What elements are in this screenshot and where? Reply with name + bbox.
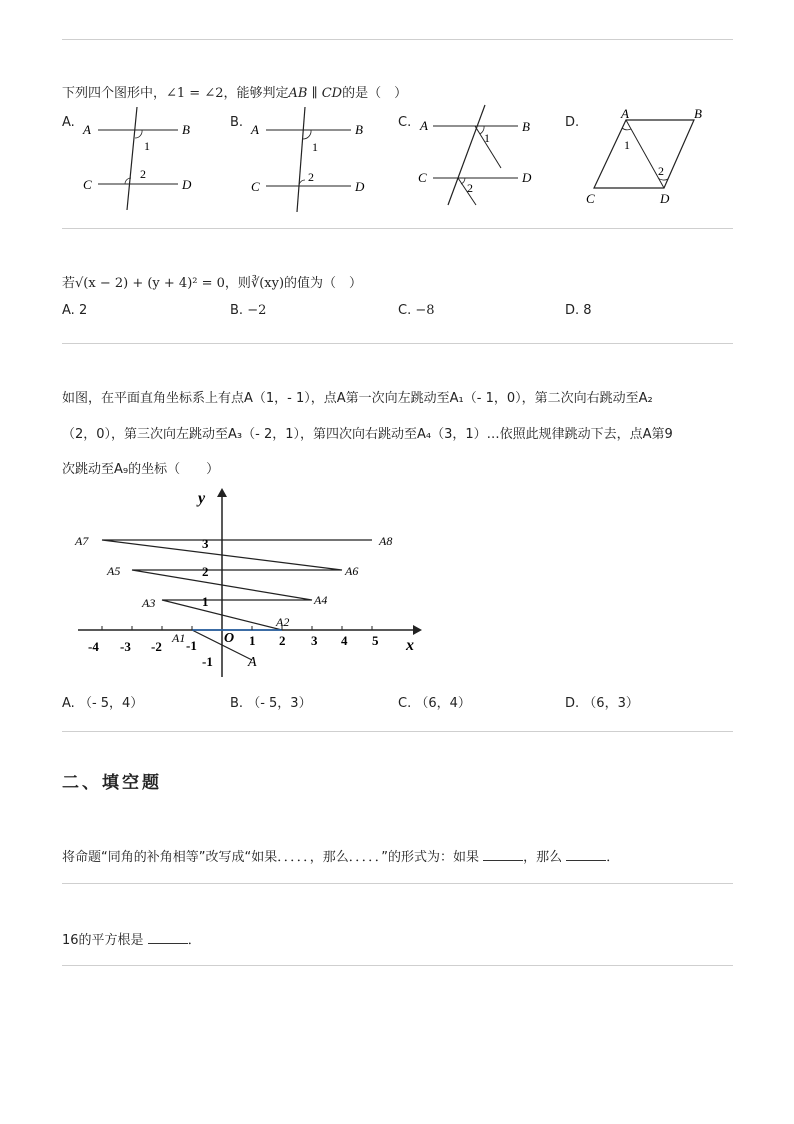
label-angle-2: 2: [467, 181, 473, 195]
q1-option-d-letter[interactable]: D.: [565, 115, 580, 130]
q1-option-c-letter[interactable]: C.: [398, 115, 412, 130]
q2-option-b[interactable]: B. −2: [230, 303, 267, 318]
point-a6-label: A6: [345, 564, 359, 578]
y-axis-label: y: [198, 490, 206, 507]
q1-option-b-letter[interactable]: B.: [230, 115, 244, 130]
point-a1-label: A1: [172, 631, 186, 645]
q1-figure-c: [418, 102, 548, 212]
q3-stem-line2: （2，0），第三次向左跳动至A₃（- 2，1），第四次向右跳动至A₄（3，1）…依照此规律跳动下去，点A第9: [62, 427, 673, 442]
label-a: A: [251, 122, 259, 137]
point-a4-label: A4: [314, 593, 328, 607]
q3-option-c[interactable]: C. （6，4）: [398, 696, 471, 711]
label-b: B: [522, 119, 530, 134]
point-a-label: A: [248, 655, 257, 670]
point-a8-label: A8: [379, 534, 393, 548]
q3-stem-line3: 次跳动至A₉的坐标（ ）: [62, 462, 220, 477]
x-tick: -2: [151, 639, 162, 654]
y-tick: 1: [202, 594, 209, 609]
q1-figure-d: [580, 104, 720, 209]
x-tick: 1: [249, 633, 256, 648]
q3-stem-line1: 如图，在平面直角坐标系上有点A（1，- 1），点A第一次向左跳动至A₁（- 1，0），第二次向右跳动至A₂: [62, 391, 653, 406]
q1-figure-a: [80, 102, 210, 217]
y-tick: 3: [202, 536, 209, 551]
x-tick: 4: [341, 633, 348, 648]
q1-figure-b: [248, 102, 378, 217]
label-b: B: [182, 122, 190, 137]
point-a7-label: A7: [75, 534, 89, 548]
label-c: C: [83, 177, 92, 192]
q2-stem: 若√(x − 2) + (y + 4)² = 0，则∛(xy)的值为（ ）: [62, 276, 363, 291]
label-c: C: [418, 170, 427, 185]
label-angle-2: 2: [140, 167, 146, 181]
x-tick: -1: [186, 638, 197, 653]
x-tick: 5: [372, 633, 379, 648]
label-b: B: [355, 122, 363, 137]
q5-blank[interactable]: [148, 933, 188, 944]
point-a5-label: A5: [107, 564, 121, 578]
label-d: D: [355, 179, 365, 194]
y-tick: 2: [202, 564, 209, 579]
divider: [62, 228, 733, 229]
label-b: B: [694, 106, 702, 121]
label-d: D: [182, 177, 192, 192]
label-c: C: [251, 179, 260, 194]
label-angle-1: 1: [484, 131, 490, 145]
q3-coordinate-graph: [70, 485, 430, 680]
q1-stem: 下列四个图形中，∠1 = ∠2，能够判定AB ∥ CD的是（ ）: [62, 86, 408, 101]
q3-option-a[interactable]: A. （- 5，4）: [62, 696, 144, 711]
label-angle-2: 2: [658, 164, 664, 178]
q5-stem: 16的平方根是 ．: [62, 933, 201, 948]
q4-blank-1[interactable]: [483, 850, 523, 861]
x-tick: 2: [279, 633, 286, 648]
label-angle-1: 1: [312, 140, 318, 154]
origin-label: O: [224, 631, 235, 646]
label-a: A: [83, 122, 91, 137]
label-d: D: [660, 191, 670, 206]
divider: [62, 965, 733, 966]
label-angle-1: 1: [624, 138, 630, 152]
q2-option-a[interactable]: A. 2: [62, 303, 88, 318]
x-axis-label: x: [406, 637, 414, 654]
section-heading: 二、填空题: [62, 773, 162, 793]
q2-option-c[interactable]: C. −8: [398, 303, 435, 318]
label-a: A: [420, 118, 428, 133]
q1-option-a-letter[interactable]: A.: [62, 115, 75, 130]
q4-stem: 将命题“同角的补角相等”改写成“如果．．．．．，那么．．．．．”的形式为：如果 ，那么 ．: [62, 850, 620, 865]
q3-option-b[interactable]: B. （- 5，3）: [230, 696, 312, 711]
y-tick: -1: [202, 654, 213, 669]
q3-option-d[interactable]: D. （6，3）: [565, 696, 639, 711]
divider: [62, 343, 733, 344]
label-c: C: [586, 191, 595, 206]
x-tick: -4: [88, 639, 99, 654]
label-a: A: [621, 106, 629, 121]
label-angle-2: 2: [308, 170, 314, 184]
label-angle-1: 1: [144, 139, 150, 153]
x-tick: -3: [120, 639, 131, 654]
q4-blank-2[interactable]: [566, 850, 606, 861]
point-a2-label: A2: [276, 615, 290, 629]
label-d: D: [522, 170, 532, 185]
divider: [62, 39, 733, 40]
q2-option-d[interactable]: D. 8: [565, 303, 592, 318]
divider: [62, 883, 733, 884]
point-a3-label: A3: [142, 596, 156, 610]
x-tick: 3: [311, 633, 318, 648]
divider: [62, 731, 733, 732]
